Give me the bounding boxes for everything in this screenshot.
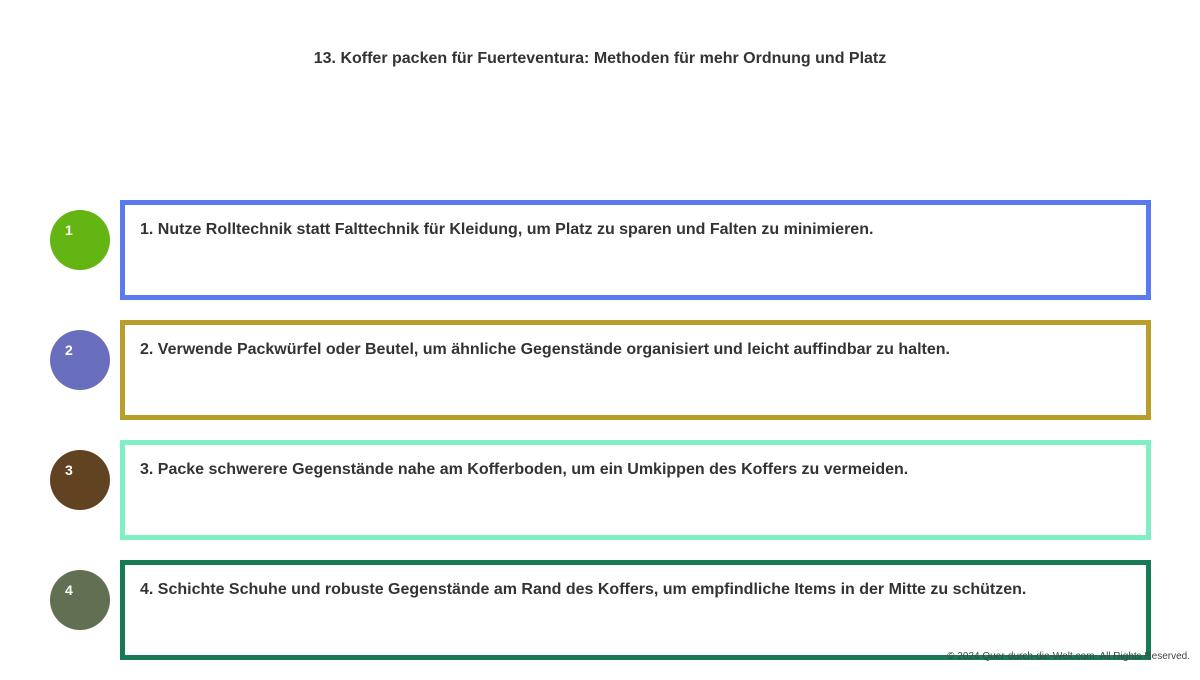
step-box-3 bbox=[120, 440, 1151, 540]
step-box-2 bbox=[120, 320, 1151, 420]
step-item-3 bbox=[0, 440, 1200, 540]
step-number-1: 1 bbox=[65, 222, 73, 238]
step-item-4 bbox=[0, 560, 1200, 660]
page-title: 13. Koffer packen für Fuerteventura: Methoden für mehr Ordnung und Platz bbox=[313, 50, 887, 67]
copyright-footer: © 2024 Quer-durch-die-Welt.com. All Rights Reserved. bbox=[947, 651, 1190, 662]
step-number-4: 4 bbox=[65, 582, 73, 598]
step-circle-2 bbox=[50, 330, 110, 390]
step-item-2 bbox=[0, 320, 1200, 420]
step-box-4 bbox=[120, 560, 1151, 660]
step-number-3: 3 bbox=[65, 462, 73, 478]
step-circle-1 bbox=[50, 210, 110, 270]
step-text-4: 4. Schichte Schuhe und robuste Gegenstände am Rand des Koffers, um empfindliche Items in der Mitte zu schützen. bbox=[140, 581, 1027, 598]
step-item-1 bbox=[0, 200, 1200, 300]
step-text-3: 3. Packe schwerere Gegenstände nahe am Kofferboden, um ein Umkippen des Koffers zu vermeiden. bbox=[140, 461, 909, 478]
step-circle-3 bbox=[50, 450, 110, 510]
step-text-1: 1. Nutze Rolltechnik statt Falttechnik für Kleidung, um Platz zu sparen und Falten zu minimieren. bbox=[140, 221, 874, 238]
step-text-2: 2. Verwende Packwürfel oder Beutel, um ähnliche Gegenstände organisiert und leicht auffindbar zu halten. bbox=[140, 341, 950, 358]
step-number-2: 2 bbox=[65, 342, 73, 358]
step-circle-4 bbox=[50, 570, 110, 630]
step-box-1 bbox=[120, 200, 1151, 300]
